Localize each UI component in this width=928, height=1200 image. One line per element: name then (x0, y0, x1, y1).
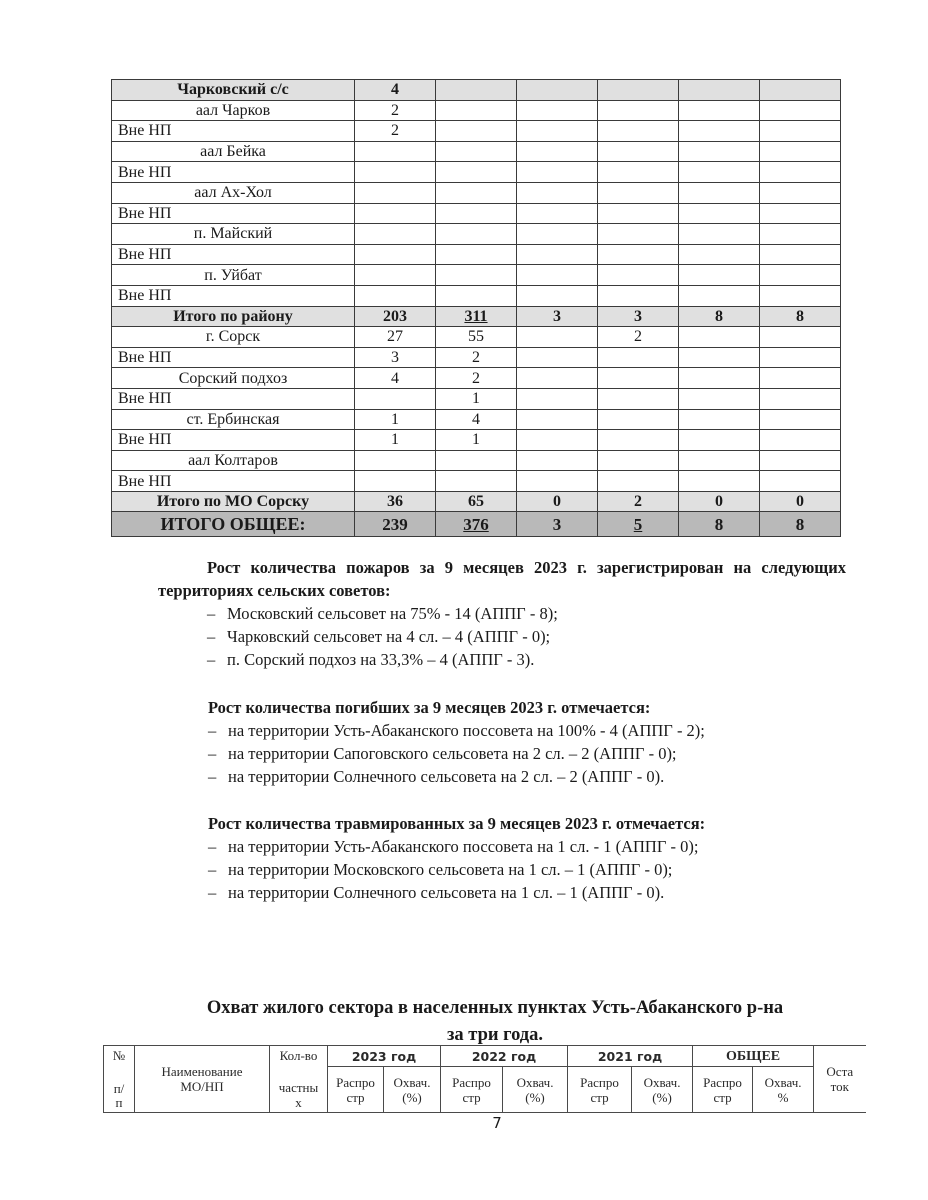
fires-growth-list (207, 602, 846, 671)
cell-value (436, 306, 517, 327)
cell-value (355, 182, 436, 203)
cell-value (355, 347, 436, 368)
table-row (112, 203, 841, 224)
cell-value (598, 162, 679, 183)
cell-value (436, 285, 517, 306)
header-2021: 2021 год (568, 1046, 693, 1067)
cell-value (517, 512, 598, 537)
cell-value (517, 244, 598, 265)
cell-value (517, 203, 598, 224)
table-row (112, 141, 841, 162)
cell-value (436, 244, 517, 265)
cell-value (760, 388, 841, 409)
cell-value (355, 306, 436, 327)
row-name: Чарковский с/с (112, 80, 355, 101)
cell-text: 239 (382, 514, 408, 534)
page-number: 7 (492, 1114, 502, 1132)
cell-value (679, 162, 760, 183)
table-row (112, 224, 841, 245)
cell-text: 1 (391, 431, 399, 449)
table-row (112, 471, 841, 492)
cell-value (760, 244, 841, 265)
coverage-title (100, 995, 890, 1049)
cell-value (679, 388, 760, 409)
table-row (112, 368, 841, 389)
cell-text: 65 (468, 493, 484, 511)
cell-value (355, 327, 436, 348)
cell-value (436, 182, 517, 203)
cell-value (355, 388, 436, 409)
cell-value (679, 512, 760, 537)
cell-text: 2 (472, 349, 480, 367)
fire-statistics-table (111, 79, 841, 537)
table-row (112, 121, 841, 142)
cell-value (679, 471, 760, 492)
cell-value (517, 306, 598, 327)
cell-value (760, 327, 841, 348)
cell-value (598, 512, 679, 537)
cell-value (679, 80, 760, 101)
header-2023-covered: Охвач. (%) (384, 1067, 441, 1113)
cell-value (517, 285, 598, 306)
row-name: п. Майский (112, 224, 355, 245)
cell-value (517, 182, 598, 203)
row-name: аал Ах-Хол (112, 182, 355, 203)
cell-value (355, 471, 436, 492)
list-item: – Московский сельсовет на 75% - 14 (АППГ - 8); (207, 602, 846, 625)
header-remainder: Оста ток (814, 1046, 866, 1113)
row-name: Итого по району (112, 306, 355, 327)
row-name: Вне НП (112, 347, 355, 368)
cell-value (355, 224, 436, 245)
cell-text: 2 (634, 328, 642, 346)
cell-value (760, 409, 841, 430)
header-total-covered: Охвач. % (753, 1067, 814, 1113)
cell-value (679, 182, 760, 203)
table-row (112, 162, 841, 183)
cell-value (760, 203, 841, 224)
header-2023-spread: Распро стр (328, 1067, 384, 1113)
cell-text: 3 (552, 514, 562, 534)
table-row (112, 327, 841, 348)
cell-value (355, 121, 436, 142)
cell-value (436, 409, 517, 430)
row-name: аал Колтаров (112, 450, 355, 471)
injuries-growth-heading: Рост количества травмированных за 9 месяцев 2023 г. отмечается: (208, 814, 706, 833)
cell-value (517, 388, 598, 409)
cell-value (760, 265, 841, 286)
table-row (112, 430, 841, 451)
cell-value (679, 368, 760, 389)
cell-text: 3 (391, 349, 399, 367)
cell-text: 0 (553, 493, 561, 511)
cell-value (760, 162, 841, 183)
list-item: – на территории Сапоговского сельсовета на 2 сл. – 2 (АППГ - 0); (208, 742, 896, 765)
cell-value (679, 409, 760, 430)
header-total: ОБЩЕЕ (693, 1046, 814, 1067)
cell-value (355, 450, 436, 471)
cell-text: 2 (634, 493, 642, 511)
table-row (112, 100, 841, 121)
cell-value (436, 512, 517, 537)
cell-value (760, 450, 841, 471)
cell-value (517, 121, 598, 142)
subtotal-row (112, 306, 841, 327)
cell-value (679, 100, 760, 121)
cell-value (436, 265, 517, 286)
cell-text: 8 (714, 514, 724, 534)
cell-value (517, 450, 598, 471)
cell-value (760, 491, 841, 512)
cell-value (598, 141, 679, 162)
header-2021-spread: Распро стр (568, 1067, 632, 1113)
cell-text: 3 (553, 307, 561, 325)
cell-value (679, 327, 760, 348)
list-item: – на территории Солнечного сельсовета на 1 сл. – 1 (АППГ - 0). (208, 881, 896, 904)
cell-value (436, 368, 517, 389)
table-row (112, 388, 841, 409)
header-2021-covered: Охвач. (%) (632, 1067, 693, 1113)
cell-text: 27 (387, 328, 403, 346)
cell-value (436, 121, 517, 142)
cell-value (760, 182, 841, 203)
cell-value (436, 491, 517, 512)
row-name: Вне НП (112, 388, 355, 409)
cell-value (760, 224, 841, 245)
cell-text: 8 (795, 514, 805, 534)
cell-value (598, 491, 679, 512)
cell-value (679, 450, 760, 471)
cell-value (598, 203, 679, 224)
cell-value (355, 285, 436, 306)
cell-text: 2 (391, 122, 399, 140)
cell-value (760, 141, 841, 162)
cell-value (760, 80, 841, 101)
cell-text: 8 (715, 307, 723, 325)
table-row (112, 265, 841, 286)
row-name: Вне НП (112, 162, 355, 183)
header-2022: 2022 год (441, 1046, 568, 1067)
cell-value (679, 121, 760, 142)
cell-value (355, 203, 436, 224)
cell-value (436, 80, 517, 101)
cell-value (598, 471, 679, 492)
cell-text: 36 (387, 493, 403, 511)
cell-value (517, 471, 598, 492)
cell-text: 2 (391, 101, 399, 119)
cell-value (517, 327, 598, 348)
cell-value (760, 471, 841, 492)
cell-value (436, 388, 517, 409)
cell-value (598, 285, 679, 306)
cell-value (679, 347, 760, 368)
row-name: Вне НП (112, 430, 355, 451)
row-name: Сорский подхоз (112, 368, 355, 389)
cell-value (679, 285, 760, 306)
cell-value (679, 306, 760, 327)
row-name: Итого по МО Сорску (112, 491, 355, 512)
table-row (112, 409, 841, 430)
list-item: – на территории Усть-Абаканского поссовета на 100% - 4 (АППГ - 2); (208, 719, 896, 742)
cell-text: 0 (796, 493, 804, 511)
cell-value (679, 203, 760, 224)
cell-value (355, 244, 436, 265)
cell-value (598, 80, 679, 101)
cell-value (598, 306, 679, 327)
cell-text: 4 (391, 369, 399, 387)
subtotal-row (112, 491, 841, 512)
cell-value (598, 244, 679, 265)
cell-value (598, 100, 679, 121)
header-number: № п/ п (104, 1046, 135, 1113)
row-name: Вне НП (112, 203, 355, 224)
table-row (112, 244, 841, 265)
list-item: – на территории Солнечного сельсовета на 2 сл. – 2 (АППГ - 0). (208, 765, 896, 788)
coverage-table (103, 1045, 866, 1113)
cell-value (598, 388, 679, 409)
table-row (112, 347, 841, 368)
cell-value (517, 80, 598, 101)
cell-value (679, 224, 760, 245)
cell-text: 203 (383, 307, 407, 325)
cell-value (679, 430, 760, 451)
cell-value (436, 471, 517, 492)
cell-value (355, 141, 436, 162)
table-row (112, 182, 841, 203)
cell-text: 1 (391, 410, 399, 428)
cell-value (517, 430, 598, 451)
cell-text: 5 (633, 514, 643, 534)
deaths-growth-list (208, 719, 896, 788)
cell-text: 1 (472, 390, 480, 408)
row-name: п. Уйбат (112, 265, 355, 286)
cell-text: 0 (715, 493, 723, 511)
list-item: – на территории Усть-Абаканского поссовета на 1 сл. - 1 (АППГ - 0); (208, 835, 896, 858)
cell-text: 311 (464, 307, 488, 325)
header-private-count: Кол-во частны х (270, 1046, 328, 1113)
cell-value (517, 347, 598, 368)
cell-value (598, 409, 679, 430)
cell-value (598, 224, 679, 245)
cell-value (436, 347, 517, 368)
cell-value (760, 368, 841, 389)
row-name: г. Сорск (112, 327, 355, 348)
cell-value (436, 141, 517, 162)
row-name: ст. Ербинская (112, 409, 355, 430)
cell-value (517, 162, 598, 183)
row-name: Вне НП (112, 121, 355, 142)
cell-value (436, 327, 517, 348)
cell-value (760, 306, 841, 327)
cell-value (598, 182, 679, 203)
cell-value (760, 100, 841, 121)
cell-value (517, 100, 598, 121)
table-row (112, 285, 841, 306)
cell-value (355, 100, 436, 121)
row-name: Вне НП (112, 244, 355, 265)
injuries-growth-section (208, 812, 896, 904)
cell-value (517, 491, 598, 512)
cell-value (436, 100, 517, 121)
cell-value (598, 327, 679, 348)
coverage-title-line1: Охват жилого сектора в населенных пунктах Усть-Абаканского р-на (206, 998, 784, 1018)
cell-value (679, 244, 760, 265)
cell-value (355, 430, 436, 451)
injuries-growth-list (208, 835, 896, 904)
deaths-growth-heading: Рост количества погибших за 9 месяцев 2023 г. отмечается: (208, 698, 651, 717)
grand-total-row (112, 512, 841, 537)
header-total-spread: Распро стр (693, 1067, 753, 1113)
cell-value (760, 121, 841, 142)
cell-value (679, 265, 760, 286)
cell-value (760, 285, 841, 306)
cell-value (760, 347, 841, 368)
cell-value (355, 409, 436, 430)
deaths-growth-section (208, 696, 896, 788)
cell-text: 2 (472, 369, 480, 387)
cell-value (598, 430, 679, 451)
list-item: – на территории Московского сельсовета на 1 сл. – 1 (АППГ - 0); (208, 858, 896, 881)
cell-value (355, 80, 436, 101)
cell-value (598, 347, 679, 368)
cell-text: 55 (468, 328, 484, 346)
cell-value (436, 162, 517, 183)
cell-value (760, 512, 841, 537)
cell-value (598, 121, 679, 142)
header-name: Наименование МО/НП (135, 1046, 270, 1113)
row-name: Вне НП (112, 471, 355, 492)
list-item: – Чарковский сельсовет на 4 сл. – 4 (АППГ - 0); (207, 625, 846, 648)
cell-value (436, 430, 517, 451)
cell-value (598, 368, 679, 389)
cell-text: 3 (634, 307, 642, 325)
cell-value (355, 512, 436, 537)
cell-value (517, 224, 598, 245)
fires-growth-section (158, 556, 846, 671)
list-item: – п. Сорский подхоз на 33,3% – 4 (АППГ - 3). (207, 648, 846, 671)
cell-value (679, 141, 760, 162)
cell-text: 1 (472, 431, 480, 449)
header-2022-covered: Охвач. (%) (503, 1067, 568, 1113)
cell-value (517, 141, 598, 162)
row-name: аал Чарков (112, 100, 355, 121)
subtotal-row (112, 80, 841, 101)
cell-value (598, 265, 679, 286)
row-name: Вне НП (112, 285, 355, 306)
cell-value (760, 430, 841, 451)
cell-text: 4 (472, 410, 480, 428)
cell-text: 4 (391, 81, 399, 99)
cell-value (355, 162, 436, 183)
row-name: ИТОГО ОБЩЕЕ: (112, 512, 355, 537)
cell-value (436, 203, 517, 224)
fires-growth-heading: Рост количества пожаров за 9 месяцев 2023 г. зарегистрирован на следующих территориях сельских советов: (158, 558, 846, 600)
header-2023: 2023 год (328, 1046, 441, 1067)
cell-value (355, 368, 436, 389)
cell-value (436, 450, 517, 471)
cell-value (436, 224, 517, 245)
row-name: аал Бейка (112, 141, 355, 162)
cell-value (517, 409, 598, 430)
cell-value (517, 368, 598, 389)
coverage-title-line2: за три года. (446, 1025, 544, 1045)
cell-text: 8 (796, 307, 804, 325)
cell-value (598, 450, 679, 471)
cell-value (355, 265, 436, 286)
cell-value (679, 491, 760, 512)
cell-text: 376 (463, 514, 489, 534)
cell-value (355, 491, 436, 512)
cell-value (517, 265, 598, 286)
header-2022-spread: Распро стр (441, 1067, 503, 1113)
table-row (112, 450, 841, 471)
